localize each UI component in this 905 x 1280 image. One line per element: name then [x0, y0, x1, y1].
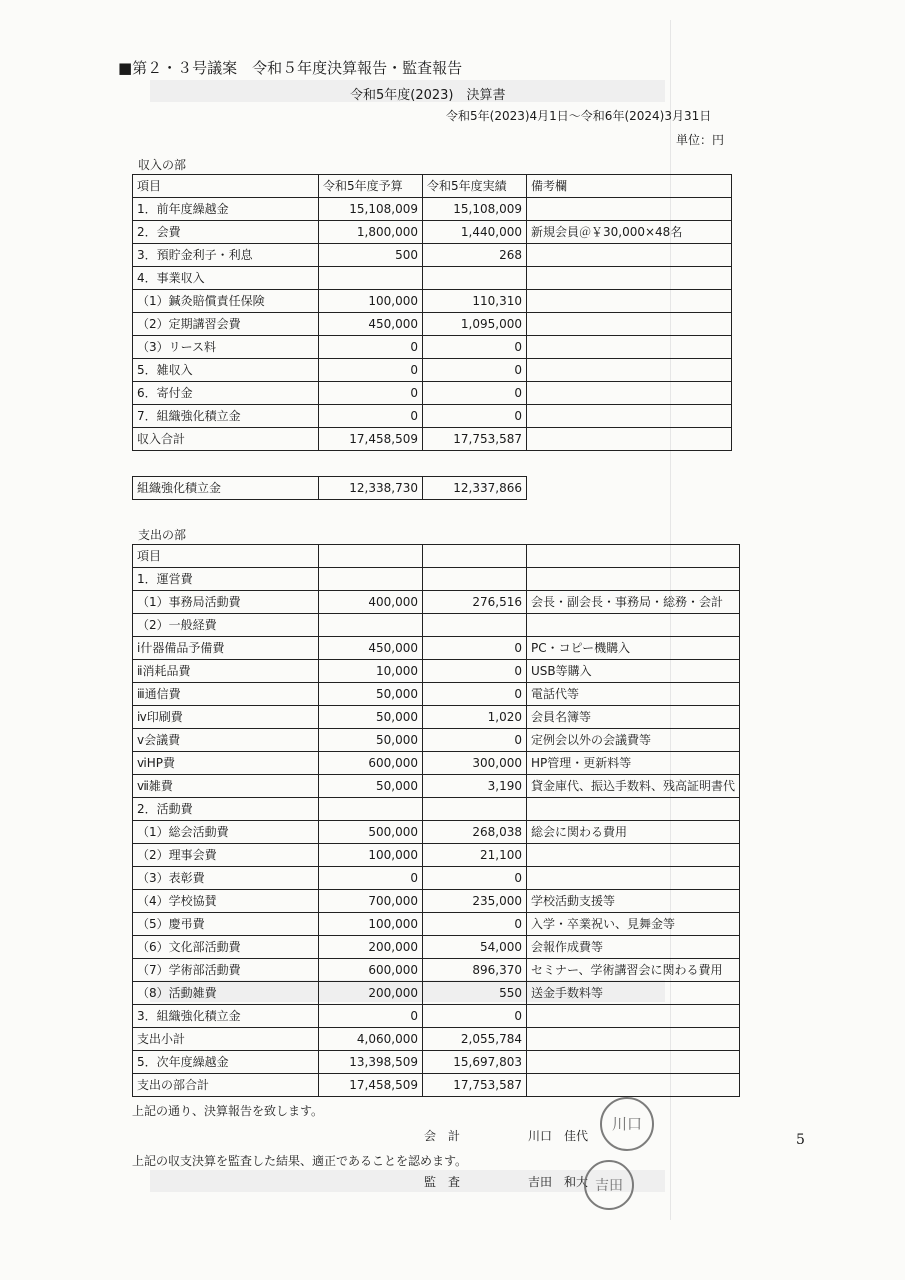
expense-row — [133, 798, 740, 821]
expense-budget-cell: 50,000 — [319, 729, 423, 752]
expense-item-cell: ⅱ消耗品費 — [133, 660, 319, 683]
income-section-label: 収入の部 — [138, 158, 187, 172]
income-budget-cell: 0 — [319, 359, 423, 382]
expense-note-cell: 会員名簿等 — [527, 706, 740, 729]
expense-item-cell: （2）一般経費 — [133, 614, 319, 637]
income-budget-cell: 17,458,509 — [319, 428, 423, 451]
expense-row — [133, 637, 740, 660]
expense-actual-cell: 550 — [423, 982, 527, 1005]
expense-item-cell: ⅴ会議費 — [133, 729, 319, 752]
expense-item-cell: （8）活動雑費 — [133, 982, 319, 1005]
income-note-cell — [527, 382, 732, 405]
audit-statement: 上記の収支決算を監査した結果、適正であることを認めます。 — [132, 1154, 468, 1168]
income-row — [133, 405, 732, 428]
expense-row — [133, 683, 740, 706]
expense-budget-cell — [319, 614, 423, 637]
expense-actual-cell: 0 — [423, 867, 527, 890]
income-column-header: 令和5年度実績 — [423, 175, 527, 198]
accountant-name: 川口 佳代 — [528, 1129, 589, 1143]
expense-row — [133, 591, 740, 614]
income-note-cell — [527, 198, 732, 221]
expense-budget-cell: 100,000 — [319, 844, 423, 867]
expense-item-cell: ⅳ印刷費 — [133, 706, 319, 729]
expense-budget-cell: 700,000 — [319, 890, 423, 913]
income-actual-cell: 15,108,009 — [423, 198, 527, 221]
expense-note-cell — [527, 867, 740, 890]
expense-row — [133, 660, 740, 683]
expense-item-cell: （7）学術部活動費 — [133, 959, 319, 982]
accountant-role: 会 計 — [424, 1129, 461, 1143]
income-row — [133, 244, 732, 267]
income-row — [133, 198, 732, 221]
income-row — [133, 313, 732, 336]
page-number: 5 — [796, 1132, 805, 1148]
expense-actual-cell: 235,000 — [423, 890, 527, 913]
expense-actual-cell: 276,516 — [423, 591, 527, 614]
expense-note-cell: PC・コピー機購入 — [527, 637, 740, 660]
income-actual-cell: 1,440,000 — [423, 221, 527, 244]
expense-row — [133, 545, 740, 568]
expense-row — [133, 844, 740, 867]
income-column-header: 備考欄 — [527, 175, 732, 198]
auditor-name: 吉田 和大 — [528, 1175, 589, 1189]
expense-note-cell: 会長・副会長・事務局・総務・会計 — [527, 591, 740, 614]
expense-actual-cell: 0 — [423, 637, 527, 660]
income-budget-cell: 100,000 — [319, 290, 423, 313]
income-row — [133, 382, 732, 405]
expense-row — [133, 706, 740, 729]
expense-actual-cell: 896,370 — [423, 959, 527, 982]
expense-actual-cell: 0 — [423, 729, 527, 752]
expense-row — [133, 729, 740, 752]
expense-actual-cell: 15,697,803 — [423, 1051, 527, 1074]
expense-item-cell: ⅲ通信費 — [133, 683, 319, 706]
income-actual-cell: 1,095,000 — [423, 313, 527, 336]
income-note-cell — [527, 428, 732, 451]
expense-actual-cell: 0 — [423, 1005, 527, 1028]
expense-note-cell: HP管理・更新料等 — [527, 752, 740, 775]
expense-budget-cell: 0 — [319, 867, 423, 890]
expense-actual-cell: 1,020 — [423, 706, 527, 729]
expense-note-cell: 学校活動支援等 — [527, 890, 740, 913]
income-note-cell — [527, 267, 732, 290]
expense-budget-cell: 600,000 — [319, 959, 423, 982]
income-budget-cell: 500 — [319, 244, 423, 267]
expense-item-cell: ⅵHP費 — [133, 752, 319, 775]
expense-budget-cell: 450,000 — [319, 637, 423, 660]
income-note-cell — [527, 244, 732, 267]
expense-budget-cell: 0 — [319, 1005, 423, 1028]
expense-row — [133, 775, 740, 798]
expense-actual-cell: 0 — [423, 683, 527, 706]
income-budget-cell: 450,000 — [319, 313, 423, 336]
reserve-actual: 12,337,866 — [423, 477, 527, 500]
expense-note-cell: USB等購入 — [527, 660, 740, 683]
income-item-cell: （1）鍼灸賠償責任保険 — [133, 290, 319, 313]
expense-budget-cell: 500,000 — [319, 821, 423, 844]
expense-budget-cell: 50,000 — [319, 683, 423, 706]
expense-note-cell: 定例会以外の会議費等 — [527, 729, 740, 752]
income-row — [133, 267, 732, 290]
expense-actual-cell — [423, 798, 527, 821]
expense-row — [133, 959, 740, 982]
expense-table — [132, 544, 740, 1097]
expense-note-cell: 総会に関わる費用 — [527, 821, 740, 844]
reserve-table — [132, 476, 527, 500]
income-actual-cell: 0 — [423, 382, 527, 405]
income-item-cell: 7．組織強化積立金 — [133, 405, 319, 428]
currency-unit: 単位：円 — [676, 133, 725, 147]
fiscal-period: 令和5年(2023)4月1日～令和6年(2024)3月31日 — [446, 109, 712, 123]
expense-row — [133, 1005, 740, 1028]
income-item-cell: 2．会費 — [133, 221, 319, 244]
expense-budget-cell: 50,000 — [319, 706, 423, 729]
income-budget-cell: 0 — [319, 382, 423, 405]
expense-item-cell: 1．運営費 — [133, 568, 319, 591]
expense-item-cell: 支出の部合計 — [133, 1074, 319, 1097]
income-actual-cell: 0 — [423, 405, 527, 428]
income-item-cell: 5．雑収入 — [133, 359, 319, 382]
income-budget-cell: 1,800,000 — [319, 221, 423, 244]
expense-budget-cell: 200,000 — [319, 982, 423, 1005]
expense-actual-cell: 0 — [423, 913, 527, 936]
expense-budget-cell: 200,000 — [319, 936, 423, 959]
expense-row — [133, 821, 740, 844]
expense-actual-cell: 0 — [423, 660, 527, 683]
expense-actual-cell: 300,000 — [423, 752, 527, 775]
income-header-row — [133, 175, 732, 198]
income-note-cell — [527, 359, 732, 382]
expense-row — [133, 867, 740, 890]
expense-actual-cell: 2,055,784 — [423, 1028, 527, 1051]
income-item-cell: 3．預貯金利子・利息 — [133, 244, 319, 267]
expense-row — [133, 1051, 740, 1074]
expense-actual-cell: 17,753,587 — [423, 1074, 527, 1097]
income-note-cell — [527, 336, 732, 359]
income-budget-cell: 15,108,009 — [319, 198, 423, 221]
income-actual-cell: 268 — [423, 244, 527, 267]
income-item-cell: （2）定期講習会費 — [133, 313, 319, 336]
expense-item-cell: 項目 — [133, 545, 319, 568]
income-note-cell — [527, 405, 732, 428]
expense-budget-cell: 10,000 — [319, 660, 423, 683]
expense-actual-cell: 268,038 — [423, 821, 527, 844]
expense-item-cell: 支出小計 — [133, 1028, 319, 1051]
expense-note-cell: 会報作成費等 — [527, 936, 740, 959]
expense-note-cell — [527, 614, 740, 637]
expense-note-cell: 貸金庫代、振込手数料、残高証明書代 — [527, 775, 740, 798]
income-column-header: 項目 — [133, 175, 319, 198]
expense-budget-cell: 100,000 — [319, 913, 423, 936]
auditor-seal — [584, 1160, 634, 1210]
expense-budget-cell: 400,000 — [319, 591, 423, 614]
expense-note-cell — [527, 798, 740, 821]
expense-actual-cell — [423, 614, 527, 637]
income-budget-cell: 0 — [319, 336, 423, 359]
expense-note-cell — [527, 844, 740, 867]
income-actual-cell — [423, 267, 527, 290]
expense-item-cell: ⅰ什器備品予備費 — [133, 637, 319, 660]
income-note-cell: 新規会員＠￥30,000×48名 — [527, 221, 732, 244]
income-row — [133, 336, 732, 359]
agenda-heading: ■第２・３号議案 令和５年度決算報告・監査報告 — [118, 59, 463, 77]
income-row — [133, 221, 732, 244]
expense-item-cell: 5．次年度繰越金 — [133, 1051, 319, 1074]
expense-budget-cell: 600,000 — [319, 752, 423, 775]
expense-item-cell: （6）文化部活動費 — [133, 936, 319, 959]
expense-note-cell — [527, 1051, 740, 1074]
expense-note-cell — [527, 1074, 740, 1097]
expense-budget-cell — [319, 545, 423, 568]
reserve-budget: 12,338,730 — [319, 477, 423, 500]
income-column-header: 令和5年度予算 — [319, 175, 423, 198]
expense-item-cell: ⅶ雑費 — [133, 775, 319, 798]
expense-note-cell: 入学・卒業祝い、見舞金等 — [527, 913, 740, 936]
income-actual-cell: 110,310 — [423, 290, 527, 313]
expense-item-cell: （5）慶弔費 — [133, 913, 319, 936]
expense-note-cell — [527, 545, 740, 568]
expense-note-cell — [527, 568, 740, 591]
expense-row — [133, 568, 740, 591]
expense-budget-cell — [319, 568, 423, 591]
income-budget-cell: 0 — [319, 405, 423, 428]
income-note-cell — [527, 290, 732, 313]
income-actual-cell: 0 — [423, 359, 527, 382]
income-row — [133, 359, 732, 382]
expense-actual-cell: 21,100 — [423, 844, 527, 867]
expense-row — [133, 614, 740, 637]
expense-budget-cell: 4,060,000 — [319, 1028, 423, 1051]
auditor-role: 監 査 — [424, 1175, 461, 1189]
expense-budget-cell: 50,000 — [319, 775, 423, 798]
income-row — [133, 428, 732, 451]
income-item-cell: （3）リース料 — [133, 336, 319, 359]
expense-row — [133, 936, 740, 959]
income-item-cell: 1．前年度繰越金 — [133, 198, 319, 221]
expense-item-cell: 3．組織強化積立金 — [133, 1005, 319, 1028]
income-actual-cell: 17,753,587 — [423, 428, 527, 451]
expense-item-cell: （4）学校協賛 — [133, 890, 319, 913]
expense-actual-cell — [423, 568, 527, 591]
reserve-label: 組織強化積立金 — [133, 477, 319, 500]
income-actual-cell: 0 — [423, 336, 527, 359]
report-statement: 上記の通り、決算報告を致します。 — [132, 1104, 324, 1118]
expense-note-cell — [527, 1005, 740, 1028]
auditor-seal-text: 吉田 — [595, 1178, 623, 1194]
expense-budget-cell: 17,458,509 — [319, 1074, 423, 1097]
expense-budget-cell — [319, 798, 423, 821]
expense-item-cell: （1）事務局活動費 — [133, 591, 319, 614]
income-row — [133, 290, 732, 313]
expense-row — [133, 890, 740, 913]
expense-actual-cell: 3,190 — [423, 775, 527, 798]
expense-row — [133, 913, 740, 936]
accountant-seal — [600, 1097, 654, 1151]
expense-row — [133, 982, 740, 1005]
income-note-cell — [527, 313, 732, 336]
reserve-row — [133, 477, 527, 500]
expense-note-cell: 送金手数料等 — [527, 982, 740, 1005]
expense-note-cell: セミナー、学術講習会に関わる費用 — [527, 959, 740, 982]
expense-section-label: 支出の部 — [138, 528, 187, 542]
expense-note-cell — [527, 1028, 740, 1051]
income-item-cell: 6．寄付金 — [133, 382, 319, 405]
expense-row — [133, 1074, 740, 1097]
income-table — [132, 174, 732, 451]
expense-actual-cell — [423, 545, 527, 568]
expense-row — [133, 752, 740, 775]
expense-note-cell: 電話代等 — [527, 683, 740, 706]
expense-item-cell: （1）総会活動費 — [133, 821, 319, 844]
document-title: 令和5年度(2023) 決算書 — [350, 88, 506, 103]
income-item-cell: 4．事業収入 — [133, 267, 319, 290]
expense-row — [133, 1028, 740, 1051]
expense-actual-cell: 54,000 — [423, 936, 527, 959]
accountant-seal-text: 川口 — [611, 1115, 643, 1133]
expense-budget-cell: 13,398,509 — [319, 1051, 423, 1074]
expense-item-cell: （2）理事会費 — [133, 844, 319, 867]
expense-item-cell: 2．活動費 — [133, 798, 319, 821]
income-item-cell: 収入合計 — [133, 428, 319, 451]
expense-item-cell: （3）表彰費 — [133, 867, 319, 890]
income-budget-cell — [319, 267, 423, 290]
